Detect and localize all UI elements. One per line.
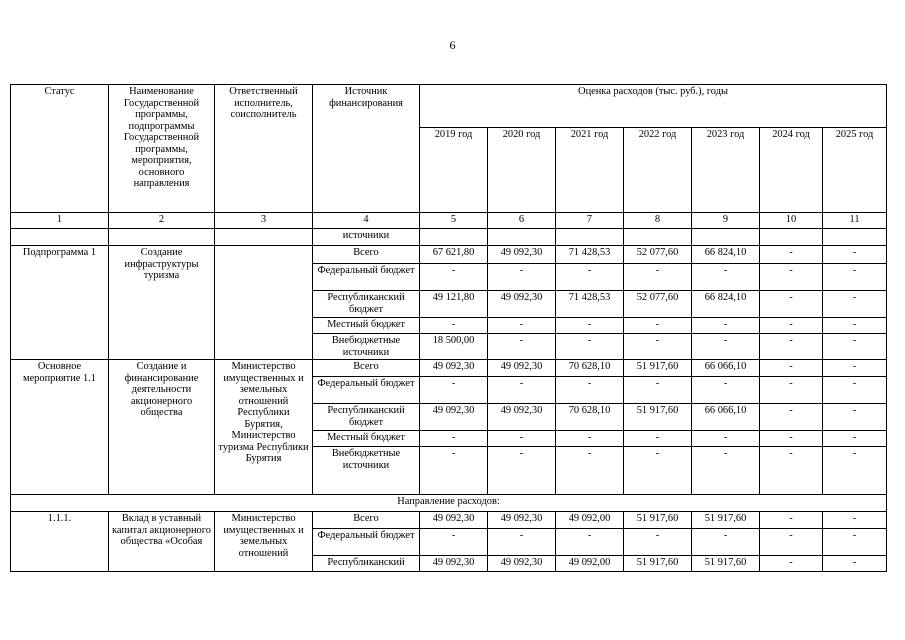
item-name: Вклад в уставный капитал акционерного общества «Особая [109,512,215,572]
source-cell: Всего [313,512,420,529]
value-cell: - [760,512,823,529]
column-number: 7 [556,213,624,229]
value-cell: - [760,291,823,318]
value-cell: - [823,334,887,360]
value-cell: - [692,447,760,495]
value-cell: - [624,264,692,291]
empty-cell [109,229,215,246]
value-cell: 51 917,60 [624,360,692,377]
year-header: 2020 год [488,128,556,213]
continuation-source: источники [313,229,420,246]
value-cell: - [556,529,624,556]
value-cell: - [823,264,887,291]
direction-row [11,495,887,512]
value-cell: 49 092,30 [420,512,488,529]
value-cell: 49 121,80 [420,291,488,318]
value-cell: - [488,377,556,404]
value-cell: - [760,334,823,360]
year-header: 2022 год [624,128,692,213]
empty-cell [420,229,488,246]
source-cell: Всего [313,360,420,377]
header-name: Наименование Государственной программы, подпрограммы Государственной программы, мероприятия, основного направления [109,85,215,213]
empty-cell [488,229,556,246]
empty-cell [556,229,624,246]
value-cell: 71 428,53 [556,291,624,318]
value-cell: - [488,529,556,556]
value-cell: 51 917,60 [624,512,692,529]
subprogram-status: Подпрограмма 1 [11,246,109,360]
value-cell: - [624,431,692,447]
item-executor: Министерство имущественных и земельных отношений [215,512,313,572]
value-cell: 49 092,30 [420,404,488,431]
value-cell: 49 092,30 [488,512,556,529]
value-cell: - [488,264,556,291]
value-cell: 66 824,10 [692,246,760,264]
value-cell: - [624,334,692,360]
source-cell: Федеральный бюджет [313,264,420,291]
value-cell: - [420,529,488,556]
source-cell: Внебюджетные источники [313,447,420,495]
header-estimate: Оценка расходов (тыс. руб.), годы [420,85,887,128]
value-cell: 51 917,60 [624,556,692,572]
value-cell: - [624,447,692,495]
value-cell: 49 092,30 [488,291,556,318]
column-number: 6 [488,213,556,229]
column-number: 8 [624,213,692,229]
value-cell: - [692,264,760,291]
value-cell: - [556,334,624,360]
value-cell: - [760,360,823,377]
value-cell: 51 917,60 [624,404,692,431]
value-cell: 70 628,10 [556,404,624,431]
value-cell: 67 621,80 [420,246,488,264]
column-number: 3 [215,213,313,229]
source-cell: Республиканский бюджет [313,404,420,431]
value-cell: - [760,447,823,495]
table-row [11,512,887,529]
value-cell: - [624,377,692,404]
column-number: 2 [109,213,215,229]
value-cell: 52 077,60 [624,246,692,264]
value-cell: - [823,318,887,334]
year-header: 2021 год [556,128,624,213]
value-cell: - [692,431,760,447]
page-number: 6 [449,38,456,52]
value-cell: - [556,264,624,291]
empty-cell [624,229,692,246]
value-cell: - [420,377,488,404]
value-cell: - [556,377,624,404]
header-row [11,85,887,128]
empty-cell [215,229,313,246]
value-cell: 49 092,30 [420,556,488,572]
item-status: 1.1.1. [11,512,109,572]
source-cell: Федеральный бюджет [313,529,420,556]
source-cell: Внебюджетные источники [313,334,420,360]
value-cell: - [624,318,692,334]
value-cell: - [488,431,556,447]
measure-executor: Министерство имущественных и земельных отношений Республики Бурятия, Министерство туризма Республики Бурятия [215,360,313,495]
source-cell: Федеральный бюджет [313,377,420,404]
column-number: 10 [760,213,823,229]
empty-cell [11,229,109,246]
table-row [11,360,887,377]
value-cell: 49 092,30 [488,246,556,264]
source-cell: Местный бюджет [313,431,420,447]
value-cell: - [556,447,624,495]
column-number: 5 [420,213,488,229]
column-numbers-row [11,213,887,229]
value-cell: - [760,529,823,556]
value-cell: - [823,291,887,318]
header-status: Статус [11,85,109,213]
source-cell: Всего [313,246,420,264]
continuation-row [11,229,887,246]
value-cell: 18 500,00 [420,334,488,360]
measure-status: Основное мероприятие 1.1 [11,360,109,495]
value-cell: - [823,512,887,529]
source-cell: Местный бюджет [313,318,420,334]
value-cell: - [420,264,488,291]
budget-table [10,84,887,572]
value-cell: 52 077,60 [624,291,692,318]
value-cell: 51 917,60 [692,512,760,529]
column-number: 4 [313,213,420,229]
column-number: 11 [823,213,887,229]
measure-name: Создание и финансирование деятельности акционерного общества [109,360,215,495]
value-cell: - [760,556,823,572]
value-cell: - [760,318,823,334]
subprogram-name: Создание инфраструктуры туризма [109,246,215,360]
value-cell: 49 092,00 [556,556,624,572]
year-header: 2019 год [420,128,488,213]
value-cell: - [823,431,887,447]
value-cell: - [823,556,887,572]
header-executor: Ответственный исполнитель, соисполнитель [215,85,313,213]
year-header: 2024 год [760,128,823,213]
source-cell: Республиканский бюджет [313,291,420,318]
value-cell: - [556,431,624,447]
empty-cell [760,229,823,246]
value-cell: 49 092,30 [420,360,488,377]
value-cell: - [760,431,823,447]
value-cell: 70 628,10 [556,360,624,377]
value-cell: - [692,377,760,404]
empty-cell [823,229,887,246]
value-cell: 66 066,10 [692,360,760,377]
value-cell: - [823,404,887,431]
value-cell: - [692,529,760,556]
value-cell: 49 092,30 [488,360,556,377]
year-header: 2025 год [823,128,887,213]
value-cell: - [420,447,488,495]
value-cell: - [624,529,692,556]
value-cell: 51 917,60 [692,556,760,572]
value-cell: 71 428,53 [556,246,624,264]
value-cell: - [760,246,823,264]
value-cell: - [760,264,823,291]
value-cell: - [823,377,887,404]
value-cell: - [488,334,556,360]
value-cell: 66 066,10 [692,404,760,431]
value-cell: - [488,318,556,334]
value-cell: - [760,377,823,404]
value-cell: - [420,318,488,334]
value-cell: - [823,529,887,556]
value-cell: - [823,360,887,377]
value-cell: - [420,431,488,447]
value-cell: 49 092,30 [488,556,556,572]
empty-cell [692,229,760,246]
value-cell: 49 092,00 [556,512,624,529]
value-cell: 49 092,30 [488,404,556,431]
header-source: Источник финансирования [313,85,420,213]
value-cell: - [488,447,556,495]
value-cell: - [692,334,760,360]
subprogram-executor [215,246,313,360]
value-cell: - [692,318,760,334]
column-number: 1 [11,213,109,229]
year-header: 2023 год [692,128,760,213]
value-cell: - [556,318,624,334]
value-cell: 66 824,10 [692,291,760,318]
column-number: 9 [692,213,760,229]
table-row [11,246,887,264]
value-cell: - [823,246,887,264]
value-cell: - [760,404,823,431]
source-cell: Республиканский [313,556,420,572]
value-cell: - [823,447,887,495]
direction-label: Направление расходов: [11,495,887,512]
